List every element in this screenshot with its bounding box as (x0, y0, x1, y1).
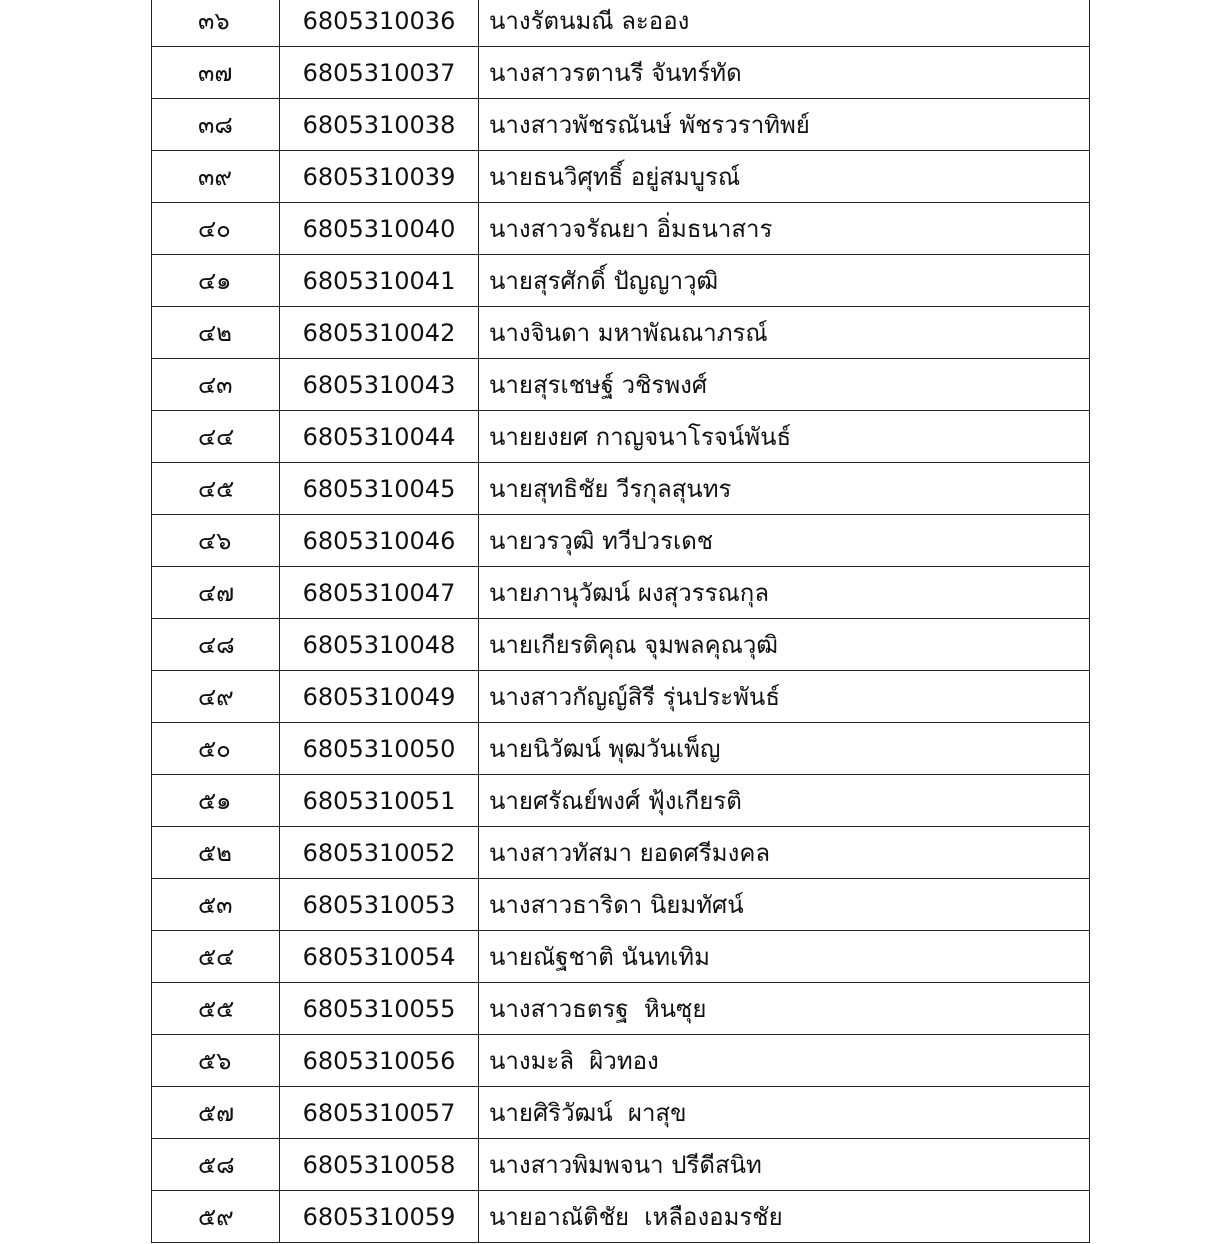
table-row (152, 775, 1090, 827)
person-name: นายยงยศ กาญจนาโรจน์พันธ์ (479, 411, 1090, 463)
person-name: นายสุทธิชัย วีรกุลสุนทร (479, 463, 1090, 515)
person-name: นายอาณัติชัย เหลืองอมรชัย (479, 1191, 1090, 1243)
student-id: 6805310049 (280, 671, 479, 723)
student-id: 6805310047 (280, 567, 479, 619)
person-name: นางสาวทัสมา ยอดศรีมงคล (479, 827, 1090, 879)
row-number: ๓๖ (152, 0, 280, 47)
student-id: 6805310036 (280, 0, 479, 47)
row-number: ๕๓ (152, 879, 280, 931)
student-id: 6805310046 (280, 515, 479, 567)
row-number: ๕๘ (152, 1139, 280, 1191)
student-id: 6805310053 (280, 879, 479, 931)
table-row (152, 1139, 1090, 1191)
student-id: 6805310039 (280, 151, 479, 203)
row-number: ๔๙ (152, 671, 280, 723)
person-name: นายวรวุฒิ ทวีปวรเดช (479, 515, 1090, 567)
student-id: 6805310052 (280, 827, 479, 879)
person-name: นางจินดา มหาพัณณาภรณ์ (479, 307, 1090, 359)
student-id: 6805310057 (280, 1087, 479, 1139)
row-number: ๔๓ (152, 359, 280, 411)
row-number: ๕๐ (152, 723, 280, 775)
table-row (152, 99, 1090, 151)
row-number: ๕๖ (152, 1035, 280, 1087)
person-name: นางสาวรตานรี จันทร์ทัด (479, 47, 1090, 99)
table-row (152, 359, 1090, 411)
person-name: นายณัฐชาติ นันทเทิม (479, 931, 1090, 983)
table-row (152, 619, 1090, 671)
table-row (152, 0, 1090, 47)
table-row (152, 203, 1090, 255)
student-id: 6805310043 (280, 359, 479, 411)
table-row (152, 879, 1090, 931)
student-id: 6805310058 (280, 1139, 479, 1191)
person-name: นายศิริวัฒน์ ผาสุข (479, 1087, 1090, 1139)
table-row (152, 463, 1090, 515)
row-number: ๔๗ (152, 567, 280, 619)
student-id: 6805310038 (280, 99, 479, 151)
table-row (152, 307, 1090, 359)
student-id: 6805310040 (280, 203, 479, 255)
student-id: 6805310045 (280, 463, 479, 515)
table-row (152, 1035, 1090, 1087)
table-row (152, 1087, 1090, 1139)
table-row (152, 827, 1090, 879)
table-row (152, 931, 1090, 983)
person-name: นายสุรศักดิ์ ปัญญาวุฒิ (479, 255, 1090, 307)
person-name: นายสุรเชษฐ์ วชิรพงศ์ (479, 359, 1090, 411)
table-row (152, 567, 1090, 619)
student-id: 6805310041 (280, 255, 479, 307)
student-id: 6805310037 (280, 47, 479, 99)
row-number: ๕๒ (152, 827, 280, 879)
table-row (152, 255, 1090, 307)
person-name: นายนิวัฒน์ พุฒวันเพ็ญ (479, 723, 1090, 775)
table-row (152, 1191, 1090, 1243)
row-number: ๓๙ (152, 151, 280, 203)
person-name: นายศรัณย์พงศ์ ฟุ้งเกียรติ (479, 775, 1090, 827)
row-number: ๕๗ (152, 1087, 280, 1139)
person-name: นายภานุวัฒน์ ผงสุวรรณกุล (479, 567, 1090, 619)
student-id: 6805310056 (280, 1035, 479, 1087)
row-number: ๔๘ (152, 619, 280, 671)
table-row (152, 515, 1090, 567)
person-name: นางรัตนมณี ละออง (479, 0, 1090, 47)
row-number: ๔๕ (152, 463, 280, 515)
person-name: นางสาวพัชรณันษ์ พัชรวราทิพย์ (479, 99, 1090, 151)
person-name: นางสาวกัญญ์สิรี รุ่นประพันธ์ (479, 671, 1090, 723)
person-name: นายเกียรติคุณ จุมพลคุณวุฒิ (479, 619, 1090, 671)
row-number: ๔๒ (152, 307, 280, 359)
student-id: 6805310050 (280, 723, 479, 775)
row-number: ๔๔ (152, 411, 280, 463)
person-name: นางสาวธาริดา นิยมทัศน์ (479, 879, 1090, 931)
table-row (152, 983, 1090, 1035)
row-number: ๕๙ (152, 1191, 280, 1243)
row-number: ๕๕ (152, 983, 280, 1035)
person-name: นางสาวพิมพจนา ปรีดีสนิท (479, 1139, 1090, 1191)
row-number: ๔๖ (152, 515, 280, 567)
row-number: ๓๗ (152, 47, 280, 99)
student-id: 6805310059 (280, 1191, 479, 1243)
name-list-body (152, 0, 1090, 1243)
row-number: ๓๘ (152, 99, 280, 151)
person-name: นางมะลิ ผิวทอง (479, 1035, 1090, 1087)
row-number: ๔๐ (152, 203, 280, 255)
table-row (152, 671, 1090, 723)
row-number: ๕๔ (152, 931, 280, 983)
person-name: นางสาวจรัณยา อิ่มธนาสาร (479, 203, 1090, 255)
student-id: 6805310048 (280, 619, 479, 671)
table-row (152, 151, 1090, 203)
student-id: 6805310042 (280, 307, 479, 359)
student-id: 6805310044 (280, 411, 479, 463)
table-row (152, 47, 1090, 99)
person-name: นายธนวิศุทธิ์ อยู่สมบูรณ์ (479, 151, 1090, 203)
student-id: 6805310055 (280, 983, 479, 1035)
table-row (152, 723, 1090, 775)
student-id: 6805310051 (280, 775, 479, 827)
person-name: นางสาวธตรฐ หินซุย (479, 983, 1090, 1035)
row-number: ๔๑ (152, 255, 280, 307)
row-number: ๕๑ (152, 775, 280, 827)
name-list-table (151, 0, 1090, 1243)
student-id: 6805310054 (280, 931, 479, 983)
table-row (152, 411, 1090, 463)
